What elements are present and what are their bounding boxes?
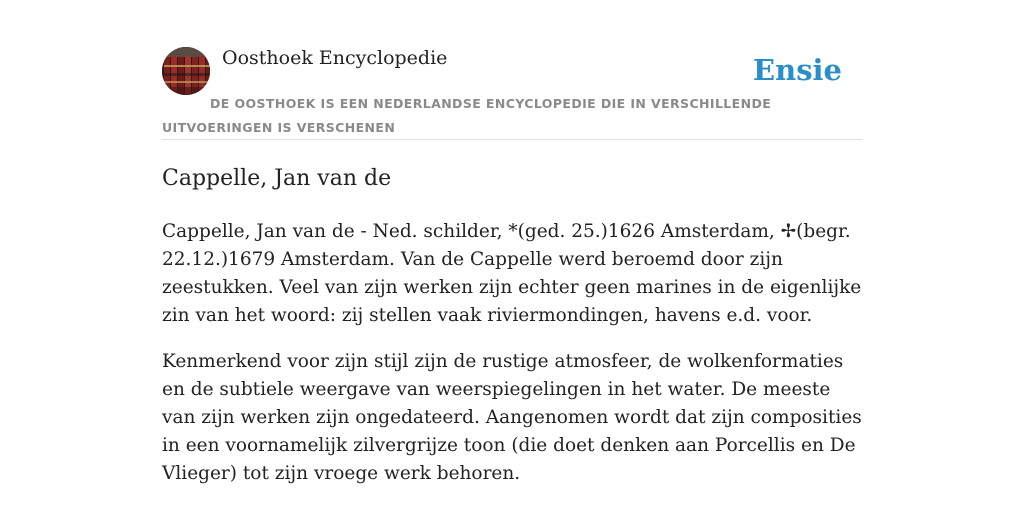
site-header: [162, 46, 862, 140]
site-tagline: DE OOSTHOEK IS EEN NEDERLANDSE ENCYCLOPEDIE DIE IN VERSCHILLENDE UITVOERINGEN IS VERSCHENEN: [162, 96, 772, 135]
header-divider: [162, 139, 862, 140]
ensie-logo[interactable]: Ensie: [753, 53, 842, 87]
article-title: Cappelle, Jan van de: [162, 166, 392, 191]
article-paragraph: Cappelle, Jan van de - Ned. schilder, *(ged. 25.)1626 Amsterdam, ✢(begr. 22.12.)1679 Amsterdam. Van de Cappelle werd beroemd door zijn zeestukken. Veel van zijn werken zijn echter geen marines in de eigenlijke zin van het woord: zij stellen vaak riviermondingen, havens e.d. voor.: [162, 221, 862, 326]
site-title[interactable]: Oosthoek Encyclopedie: [222, 47, 448, 69]
article-paragraph: Kenmerkend voor zijn stijl zijn de rustige atmosfeer, de wolkenformaties en de subtiele weergave van weerspiegelingen in het water. De meeste van zijn werken zijn ongedateerd. Aangenomen wordt dat zijn composities in een voornamelijk zilvergrijze toon (die doet denken aan Porcellis en De Vlieger) tot zijn vroege werk behoren.: [162, 351, 862, 484]
encyclopedia-books-icon[interactable]: [162, 47, 210, 95]
article: [162, 160, 862, 488]
